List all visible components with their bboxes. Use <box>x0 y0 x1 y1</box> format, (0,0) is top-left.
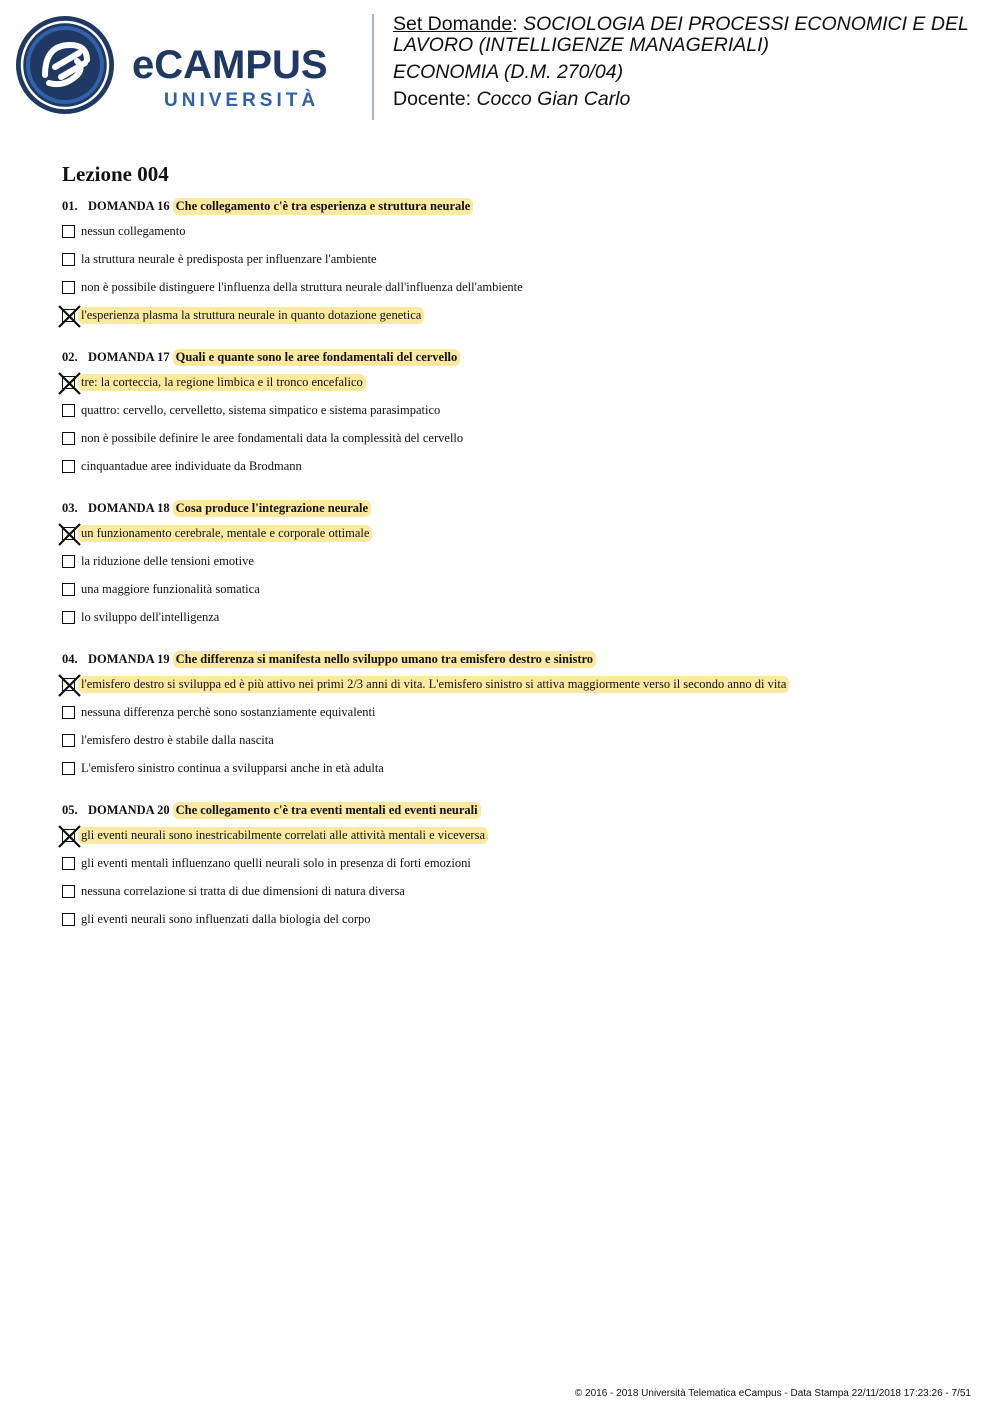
answer-text: la struttura neurale è predisposta per influenzare l'ambiente <box>81 251 377 266</box>
docente-name: Cocco Gian Carlo <box>476 88 631 110</box>
question-number: 05. <box>62 802 78 817</box>
answer-text: nessuna correlazione si tratta di due dimensioni di natura diversa <box>81 883 405 898</box>
answer-checkbox[interactable] <box>62 829 75 842</box>
answer-checkbox[interactable] <box>62 281 75 294</box>
question-header <box>62 195 962 217</box>
page-footer: © 2016 - 2018 Università Telematica eCampus - Data Stampa 22/11/2018 17:23:26 - 7/51 <box>574 1388 971 1399</box>
answer-text: un funzionamento cerebrale, mentale e corporale ottimale <box>78 525 372 542</box>
question-block <box>62 346 962 480</box>
answer-text: l'emisfero destro è stabile dalla nascita <box>81 732 274 747</box>
answer-text: gli eventi mentali influenzano quelli neurali solo in presenza di forti emozioni <box>81 855 471 870</box>
logo-brand-text: eCAMPUS <box>132 43 328 87</box>
question-text: Che collegamento c'è tra eventi mentali ed eventi neurali <box>173 802 481 819</box>
docente-label: Docente: <box>393 88 477 110</box>
lesson-title: Lezione 004 <box>62 162 169 186</box>
answer-option[interactable] <box>62 368 962 396</box>
answer-checkbox[interactable] <box>62 857 75 870</box>
question-domanda-label: DOMANDA 18 <box>88 500 170 515</box>
ecampus-seal-logo <box>15 15 115 115</box>
answer-option[interactable] <box>62 519 962 547</box>
answer-checkbox[interactable] <box>62 706 75 719</box>
answer-text: non è possibile definire le aree fondamentali data la complessità del cervello <box>81 430 464 445</box>
question-header <box>62 648 962 670</box>
question-block <box>62 648 962 782</box>
answer-text: l'esperienza plasma la struttura neurale in quanto dotazione genetica <box>78 307 424 324</box>
answer-option[interactable] <box>62 821 962 849</box>
answer-text: L'emisfero sinistro continua a svilupparsi anche in età adulta <box>81 760 384 775</box>
answer-checkbox[interactable] <box>62 225 75 238</box>
answer-checkbox[interactable] <box>62 885 75 898</box>
answer-checkbox[interactable] <box>62 460 75 473</box>
answer-option[interactable] <box>62 245 962 273</box>
answer-option[interactable] <box>62 849 962 877</box>
answer-option[interactable] <box>62 301 962 329</box>
answer-text: la riduzione delle tensioni emotive <box>81 553 254 568</box>
question-block <box>62 195 962 329</box>
question-header <box>62 346 962 368</box>
answer-text: non è possibile distinguere l'influenza della struttura neurale dall'influenza dell'ambiente <box>81 279 523 294</box>
answer-option[interactable] <box>62 726 962 754</box>
question-number: 02. <box>62 349 78 364</box>
question-header <box>62 799 962 821</box>
answer-checkbox[interactable] <box>62 913 75 926</box>
answer-checkbox[interactable] <box>62 678 75 691</box>
question-text: Che collegamento c'è tra esperienza e struttura neurale <box>173 198 474 215</box>
question-text: Quali e quante sono le aree fondamentali del cervello <box>173 349 461 366</box>
answer-text: l'emisfero destro si sviluppa ed è più attivo nei primi 2/3 anni di vita. L'emisfero sinistro si attiva maggiormente verso il secondo anno di vita <box>78 676 789 693</box>
answer-text: nessuna differenza perchè sono sostanziamente equivalenti <box>81 704 376 719</box>
program-name: ECONOMIA (D.M. 270/04) <box>393 61 624 83</box>
answer-option[interactable] <box>62 905 962 933</box>
logo-sub-text: UNIVERSITÀ <box>164 90 320 111</box>
question-number: 01. <box>62 198 78 213</box>
question-number: 04. <box>62 651 78 666</box>
answer-text: lo sviluppo dell'intelligenza <box>81 609 220 624</box>
answer-text: nessun collegamento <box>81 223 186 238</box>
answer-checkbox[interactable] <box>62 762 75 775</box>
answer-option[interactable] <box>62 698 962 726</box>
ecampus-wordmark-logo <box>132 40 357 115</box>
course-name-line2: LAVORO (INTELLIGENZE MANAGERIALI) <box>393 34 770 56</box>
question-number: 03. <box>62 500 78 515</box>
answer-text: una maggiore funzionalità somatica <box>81 581 260 596</box>
question-list <box>62 195 962 950</box>
answer-option[interactable] <box>62 217 962 245</box>
answer-option[interactable] <box>62 754 962 782</box>
answer-checkbox[interactable] <box>62 527 75 540</box>
question-block <box>62 799 962 933</box>
answer-option[interactable] <box>62 547 962 575</box>
course-info <box>393 14 983 110</box>
header-divider <box>372 14 374 120</box>
question-domanda-label: DOMANDA 17 <box>88 349 170 364</box>
answer-checkbox[interactable] <box>62 583 75 596</box>
answer-option[interactable] <box>62 452 962 480</box>
answer-checkbox[interactable] <box>62 309 75 322</box>
set-domande-label: Set Domande <box>393 13 513 35</box>
answer-text: gli eventi neurali sono inestricabilmente correlati alle attività mentali e viceversa <box>78 827 488 844</box>
answer-checkbox[interactable] <box>62 432 75 445</box>
question-text: Cosa produce l'integrazione neurale <box>173 500 371 517</box>
cross-mark-icon <box>57 673 82 698</box>
answer-option[interactable] <box>62 424 962 452</box>
answer-text: gli eventi neurali sono influenzati dalla biologia del corpo <box>81 911 371 926</box>
answer-checkbox[interactable] <box>62 376 75 389</box>
page-header <box>0 0 1000 130</box>
cross-mark-icon <box>57 522 82 547</box>
answer-option[interactable] <box>62 396 962 424</box>
answer-checkbox[interactable] <box>62 611 75 624</box>
question-text: Che differenza si manifesta nello sviluppo umano tra emisfero destro e sinistro <box>173 651 596 668</box>
answer-text: cinquantadue aree individuate da Brodmann <box>81 458 302 473</box>
course-title <box>393 14 983 35</box>
answer-option[interactable] <box>62 670 962 698</box>
answer-text: tre: la corteccia, la regione limbica e il tronco encefalico <box>78 374 366 391</box>
answer-text: quattro: cervello, cervelletto, sistema simpatico e sistema parasimpatico <box>81 402 441 417</box>
cross-mark-icon <box>57 304 82 329</box>
answer-checkbox[interactable] <box>62 555 75 568</box>
question-domanda-label: DOMANDA 20 <box>88 802 170 817</box>
answer-checkbox[interactable] <box>62 253 75 266</box>
answer-checkbox[interactable] <box>62 734 75 747</box>
question-domanda-label: DOMANDA 16 <box>88 198 170 213</box>
answer-option[interactable] <box>62 877 962 905</box>
question-header <box>62 497 962 519</box>
set-separator: : <box>512 13 524 35</box>
question-block <box>62 497 962 631</box>
cross-mark-icon <box>57 824 82 849</box>
cross-mark-icon <box>57 371 82 396</box>
answer-checkbox[interactable] <box>62 404 75 417</box>
answer-option[interactable] <box>62 603 962 631</box>
answer-option[interactable] <box>62 575 962 603</box>
question-domanda-label: DOMANDA 19 <box>88 651 170 666</box>
answer-option[interactable] <box>62 273 962 301</box>
course-name-line1: SOCIOLOGIA DEI PROCESSI ECONOMICI E DEL <box>523 13 969 35</box>
